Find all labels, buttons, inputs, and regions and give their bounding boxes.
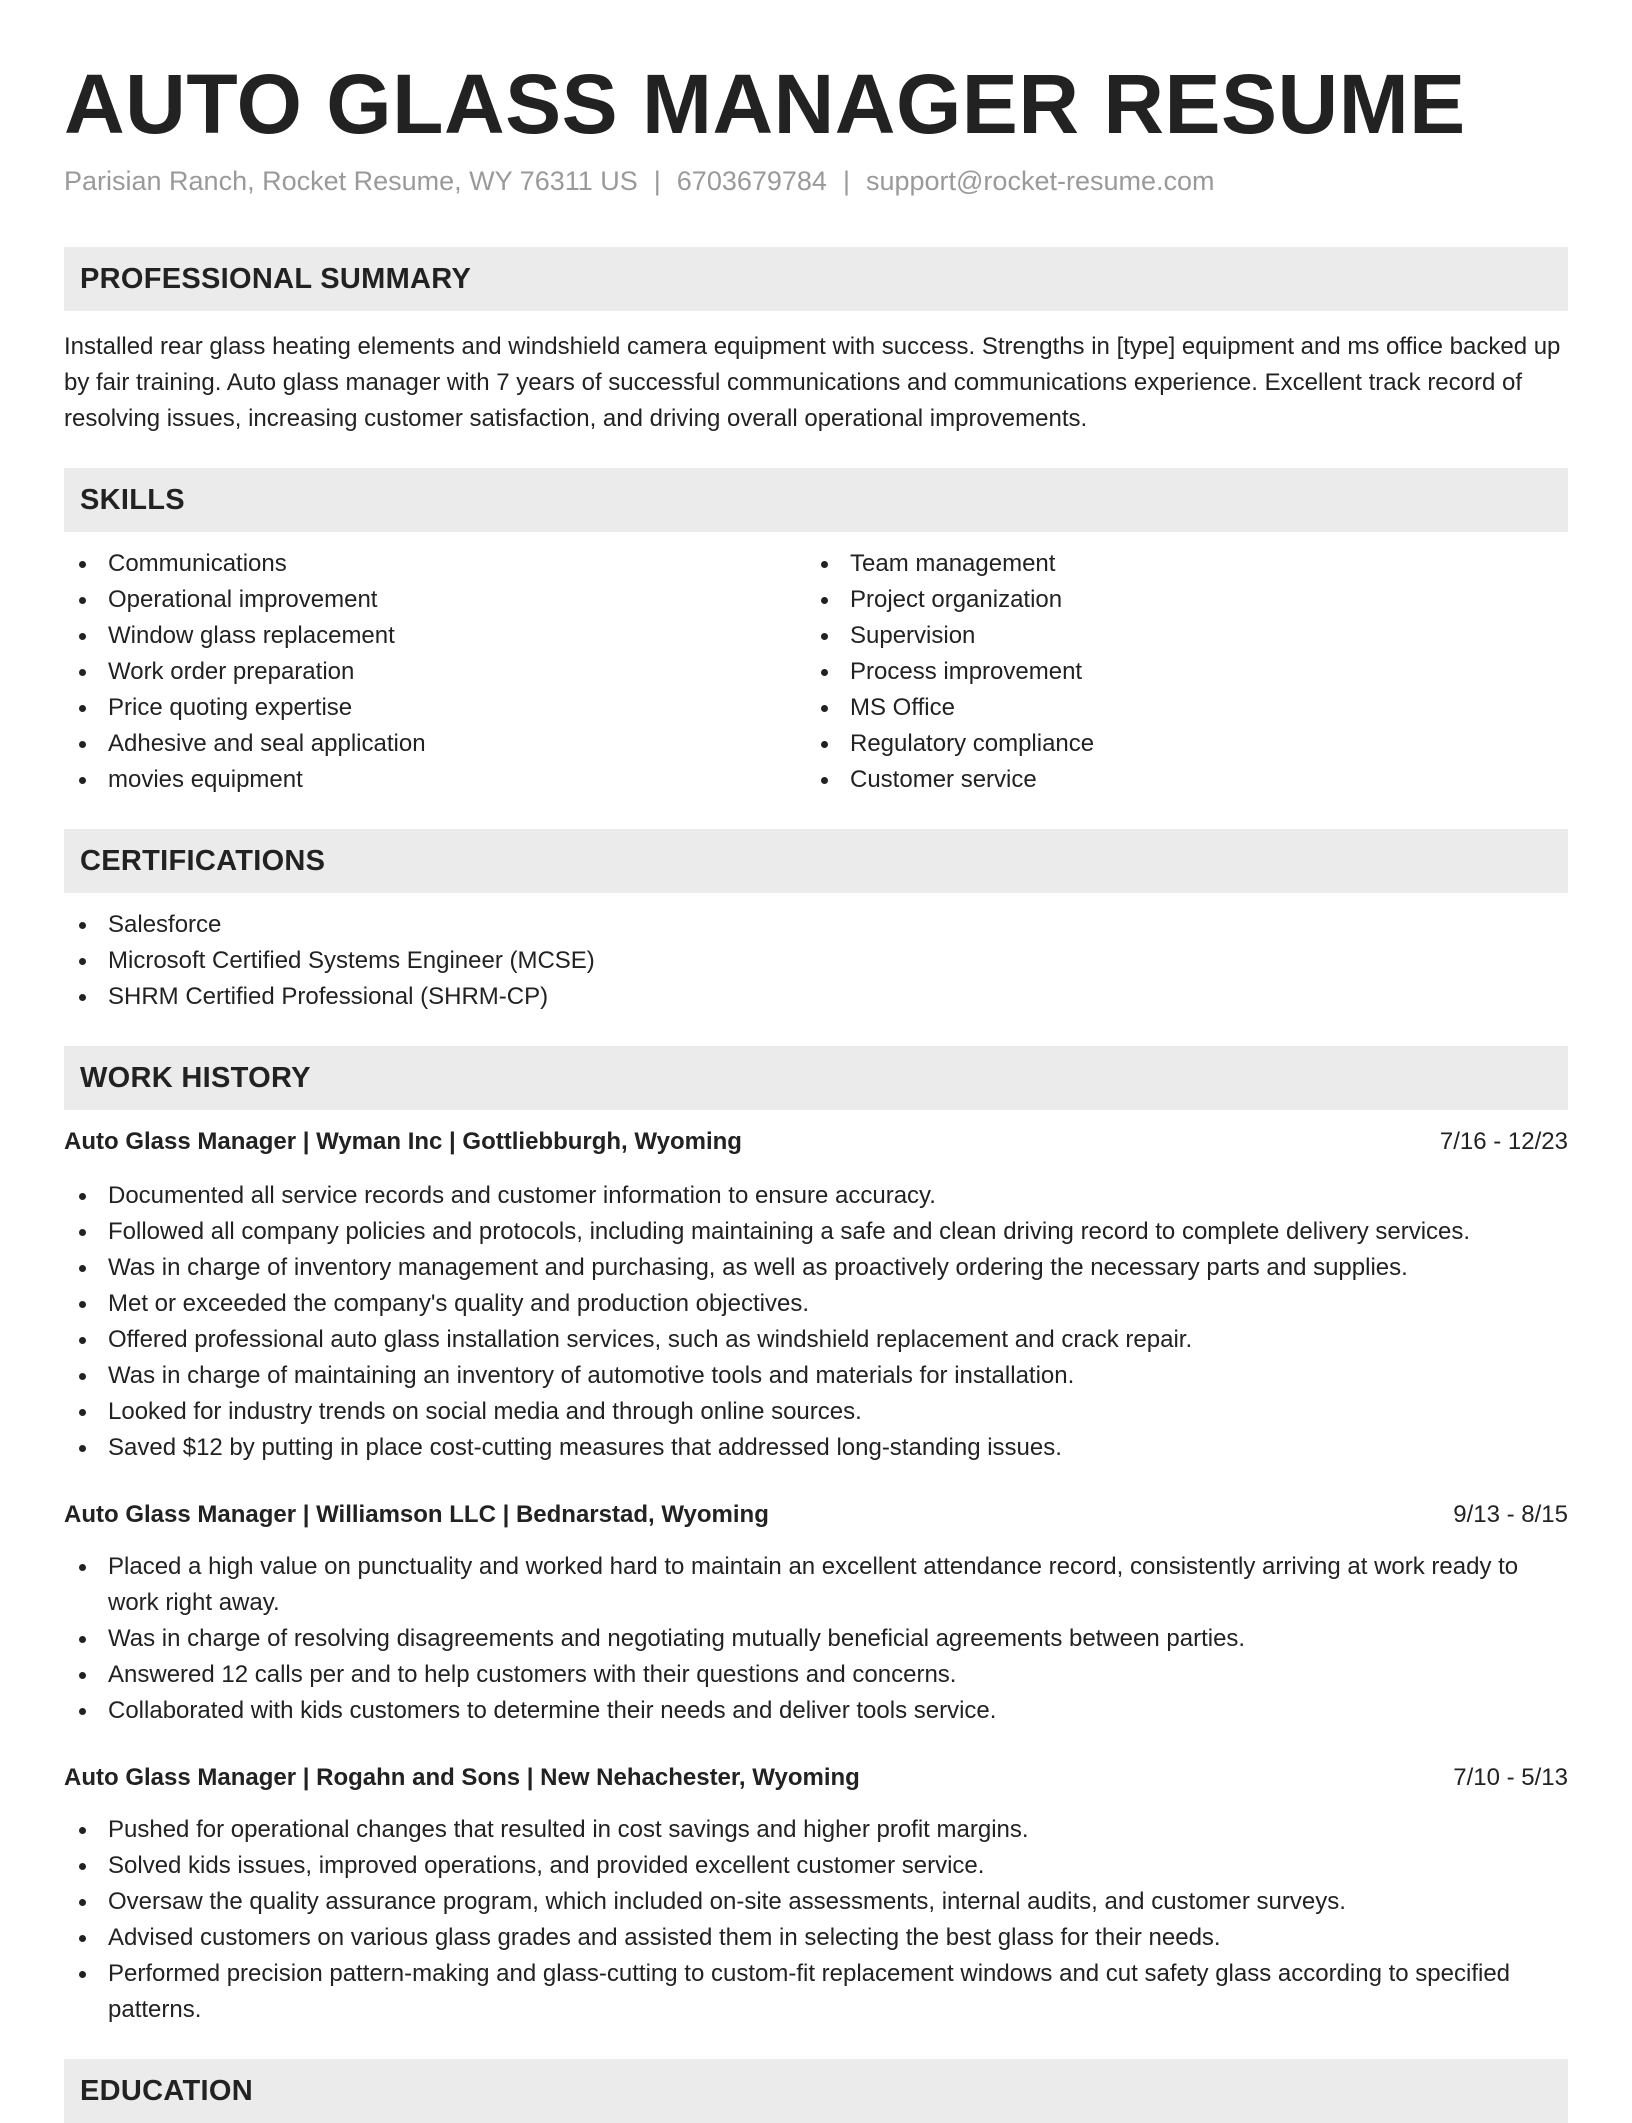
job-header bbox=[64, 1497, 1568, 1533]
skill-item: Process improvement bbox=[806, 654, 1548, 690]
job-bullet: Oversaw the quality assurance program, which included on-site assessments, internal audits, and customer surveys. bbox=[64, 1884, 1568, 1920]
contact-separator: | bbox=[842, 166, 850, 196]
certification-item: SHRM Certified Professional (SHRM-CP) bbox=[64, 979, 1568, 1015]
certification-item: Salesforce bbox=[64, 907, 1568, 943]
job-title: Auto Glass Manager | Wyman Inc | Gottliebburgh, Wyoming bbox=[64, 1128, 742, 1155]
skill-item: Window glass replacement bbox=[64, 618, 806, 654]
job-title: Auto Glass Manager | Rogahn and Sons | New Nehachester, Wyoming bbox=[64, 1764, 860, 1791]
job-bullets bbox=[64, 1178, 1568, 1466]
job-dates: 9/13 - 8/15 bbox=[1453, 1501, 1568, 1528]
job-bullet: Was in charge of resolving disagreements and negotiating mutually beneficial agreements between parties. bbox=[64, 1621, 1568, 1657]
skill-item: Work order preparation bbox=[64, 654, 806, 690]
job-bullet: Collaborated with kids customers to determine their needs and deliver tools service. bbox=[64, 1693, 1568, 1729]
job-entry bbox=[64, 1497, 1568, 1729]
job-entry bbox=[64, 1760, 1568, 2028]
job-header bbox=[64, 1124, 1568, 1160]
contact-email: support@rocket-resume.com bbox=[865, 166, 1215, 196]
job-bullets bbox=[64, 1812, 1568, 2028]
skill-item: Adhesive and seal application bbox=[64, 726, 806, 762]
section-header-work-history: WORK HISTORY bbox=[64, 1046, 1568, 1110]
job-bullet: Pushed for operational changes that resulted in cost savings and higher profit margins. bbox=[64, 1812, 1568, 1848]
section-header-summary: PROFESSIONAL SUMMARY bbox=[64, 247, 1568, 311]
skill-item: Price quoting expertise bbox=[64, 690, 806, 726]
skill-item: Operational improvement bbox=[64, 582, 806, 618]
skills-column-right bbox=[806, 546, 1548, 798]
skill-item: movies equipment bbox=[64, 762, 806, 798]
skill-item: Regulatory compliance bbox=[806, 726, 1548, 762]
job-bullet: Placed a high value on punctuality and worked hard to maintain an excellent attendance record, consistently arriving at work ready to work right away. bbox=[64, 1549, 1568, 1621]
job-bullet: Was in charge of maintaining an inventory of automotive tools and materials for installation. bbox=[64, 1358, 1568, 1394]
contact-phone: 6703679784 bbox=[676, 166, 827, 196]
job-title: Auto Glass Manager | Williamson LLC | Bednarstad, Wyoming bbox=[64, 1501, 769, 1528]
section-header-skills: SKILLS bbox=[64, 468, 1568, 532]
job-bullet: Advised customers on various glass grades and assisted them in selecting the best glass for their needs. bbox=[64, 1920, 1568, 1956]
contact-address: Parisian Ranch, Rocket Resume, WY 76311 US bbox=[64, 166, 638, 196]
contact-separator: | bbox=[653, 166, 661, 196]
skill-item: Project organization bbox=[806, 582, 1548, 618]
skill-item: MS Office bbox=[806, 690, 1548, 726]
job-bullet: Saved $12 by putting in place cost-cutting measures that addressed long-standing issues. bbox=[64, 1430, 1568, 1466]
job-bullet: Answered 12 calls per and to help customers with their questions and concerns. bbox=[64, 1657, 1568, 1693]
skill-item: Supervision bbox=[806, 618, 1548, 654]
job-entry bbox=[64, 1124, 1568, 1466]
job-bullet: Performed precision pattern-making and glass-cutting to custom-fit replacement windows and cut safety glass according to specified patterns. bbox=[64, 1956, 1568, 2028]
page-title: AUTO GLASS MANAGER RESUME bbox=[64, 57, 1466, 151]
skill-item: Team management bbox=[806, 546, 1548, 582]
summary-text: Installed rear glass heating elements and windshield camera equipment with success. Strengths in [type] equipment and ms office backed up by fair training. Auto glass manager with 7 years of successful communications and communications experience. Excellent track record of resolving issues, increasing customer satisfaction, and driving overall operational improvements. bbox=[64, 333, 1561, 432]
skills-column-left bbox=[64, 546, 806, 798]
contact-line bbox=[64, 164, 1568, 198]
job-bullet: Met or exceeded the company's quality and production objectives. bbox=[64, 1286, 1568, 1322]
certification-item: Microsoft Certified Systems Engineer (MCSE) bbox=[64, 943, 1568, 979]
job-bullet: Was in charge of inventory management and purchasing, as well as proactively ordering the necessary parts and supplies. bbox=[64, 1250, 1568, 1286]
job-bullet: Offered professional auto glass installation services, such as windshield replacement and crack repair. bbox=[64, 1322, 1568, 1358]
job-bullet: Followed all company policies and protocols, including maintaining a safe and clean driving record to complete delivery services. bbox=[64, 1214, 1568, 1250]
job-dates: 7/16 - 12/23 bbox=[1439, 1128, 1568, 1155]
section-header-certifications: CERTIFICATIONS bbox=[64, 829, 1568, 893]
job-header bbox=[64, 1760, 1568, 1796]
skill-item: Customer service bbox=[806, 762, 1548, 798]
job-bullet: Looked for industry trends on social media and through online sources. bbox=[64, 1394, 1568, 1430]
resume-page bbox=[64, 0, 1568, 2123]
job-bullets bbox=[64, 1549, 1568, 1729]
job-bullet: Solved kids issues, improved operations, and provided excellent customer service. bbox=[64, 1848, 1568, 1884]
skills-list bbox=[64, 546, 1568, 798]
certifications-list bbox=[64, 907, 1568, 1015]
skill-item: Communications bbox=[64, 546, 806, 582]
job-bullet: Documented all service records and customer information to ensure accuracy. bbox=[64, 1178, 1568, 1214]
job-dates: 7/10 - 5/13 bbox=[1453, 1764, 1568, 1791]
section-header-education: EDUCATION bbox=[64, 2059, 1568, 2123]
